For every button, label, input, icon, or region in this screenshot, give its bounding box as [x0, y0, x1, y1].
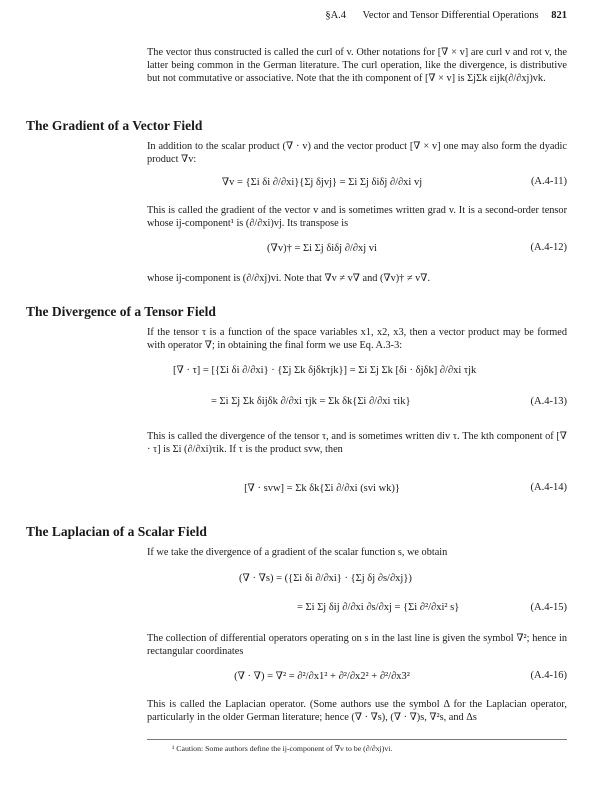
- equation-number: (A.4-11): [530, 176, 567, 187]
- equation-body: = Σi Σj Σk δijδk ∂/∂xi τjk = Σk δk{Σi ∂/∂xi τik}: [211, 396, 411, 407]
- section-title: Vector and Tensor Differential Operations: [362, 10, 539, 21]
- equation-a4-13-line2: [147, 390, 567, 420]
- equation-body: (∇ · ∇) = ∇² = ∂²/∂x1² + ∂²/∂x2² + ∂²/∂x3²: [234, 671, 410, 682]
- running-header: [325, 10, 567, 21]
- equation-number: (A.4-16): [530, 670, 567, 681]
- equation-a4-15-line1: [147, 566, 567, 596]
- paragraph-transpose: whose ij-component is (∂/∂xj)vi. Note that ∇v ≠ v∇ and (∇v)† ≠ v∇.: [147, 273, 431, 284]
- footnote-rule: [147, 739, 567, 740]
- paragraph-laplacian-def: This is called the Laplacian operator. (Some authors use the symbol Δ for the Laplacian operator, particularly in the older German literature; hence (∇ · ∇s), (∇ · ∇)s, ∇²s, and Δs: [147, 699, 567, 724]
- equation-body: [∇ · svw] = Σk δk{Σi ∂/∂xi (svi wk)}: [244, 483, 400, 494]
- paragraph-divergence-intro: If the tensor τ is a function of the space variables x1, x2, x3, then a vector product may be formed with operator ∇; in obtaining the final form we use Eq. A.3-3:: [147, 327, 567, 352]
- heading-gradient: The Gradient of a Vector Field: [26, 118, 203, 133]
- equation-body: [∇ · τ] = [{Σi δi ∂/∂xi} · {Σj Σk δjδkτjk}] = Σi Σj Σk [δi · δjδk] ∂/∂xi τjk: [173, 365, 477, 376]
- equation-a4-14: [147, 476, 567, 506]
- section-number: §A.4: [325, 10, 347, 21]
- equation-number: (A.4-14): [530, 482, 567, 493]
- equation-number: (A.4-13): [530, 396, 567, 407]
- equation-a4-12: [147, 236, 567, 266]
- equation-body: = Σi Σj δij ∂/∂xi ∂s/∂xj = {Σi ∂²/∂xi² s}: [297, 602, 460, 613]
- paragraph-gradient-def: This is called the gradient of the vector v and is sometimes written grad v. It is a second-order tensor whose ij-component¹ is (∂/∂xi)vj. Its transpose is: [147, 205, 567, 230]
- equation-a4-11: [147, 170, 567, 200]
- paragraph-gradient-intro: In addition to the scalar product (∇ · v) and the vector product [∇ × v] one may also form the dyadic product ∇v:: [147, 141, 567, 166]
- paragraph-laplacian-intro: If we take the divergence of a gradient of the scalar function s, we obtain: [147, 547, 448, 558]
- paragraph-divergence-def: This is called the divergence of the tensor τ, and is sometimes written div τ. The kth component of [∇ · τ] is Σi (∂/∂xi)τik. If τ is the product svw, then: [147, 431, 567, 456]
- footnote: ¹ Caution: Some authors define the ij-component of ∇v to be (∂/∂xj)vi.: [172, 744, 393, 753]
- equation-a4-13-line1: [147, 358, 567, 388]
- equation-body: (∇v)† = Σi Σj δiδj ∂/∂xj vi: [267, 243, 377, 254]
- heading-laplacian: The Laplacian of a Scalar Field: [26, 524, 207, 539]
- heading-divergence: The Divergence of a Tensor Field: [26, 304, 216, 319]
- equation-body: ∇v = {Σi δi ∂/∂xi}{Σj δjvj} = Σi Σj δiδj ∂/∂xi vj: [221, 177, 423, 188]
- equation-number: (A.4-12): [530, 242, 567, 253]
- equation-number: (A.4-15): [530, 602, 567, 613]
- paragraph-curl: The vector thus constructed is called the curl of v. Other notations for [∇ × v] are curl v and rot v, the latter being common in the German literature. The curl operation, like the divergence, is distributive but not commutative or associative. Note that the ith component of [∇ × v] is ΣjΣk εijk(∂/∂xj)vk.: [147, 47, 567, 85]
- page-number: 821: [551, 10, 567, 21]
- equation-a4-16: [147, 664, 567, 694]
- equation-body: (∇ · ∇s) = ({Σi δi ∂/∂xi} · {Σj δj ∂s/∂xj}): [239, 573, 412, 584]
- equation-a4-15-line2: [147, 596, 567, 626]
- paragraph-laplacian-symbol: The collection of differential operators operating on s in the last line is given the symbol ∇²; hence in rectangular coordinates: [147, 633, 567, 658]
